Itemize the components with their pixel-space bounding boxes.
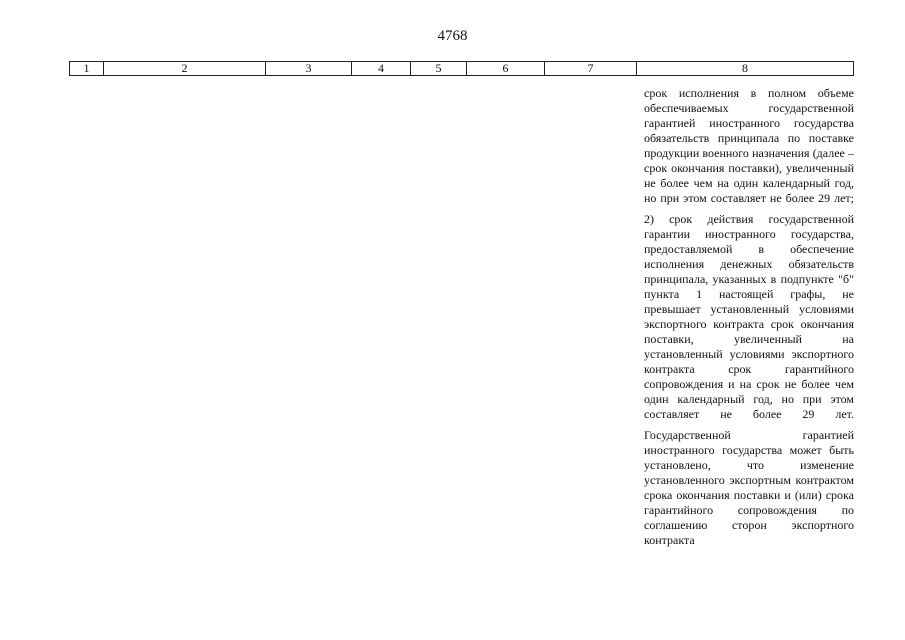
column-header-3: 3 [266, 62, 352, 75]
text-line: срок окончания поставки, [644, 317, 854, 346]
text-line: обеспечиваемых государственной [644, 101, 854, 115]
paragraph-3 [644, 428, 854, 548]
text-line: сопровождения по соглашению [644, 503, 854, 532]
column-8-text [644, 86, 854, 554]
text-line: быть установлено, что изменение [644, 443, 855, 472]
column-header-2: 2 [104, 62, 266, 75]
text-line: обязательств принципала по поставке [644, 131, 854, 145]
column-header-1: 1 [70, 62, 104, 75]
column-header-6: 6 [467, 62, 545, 75]
text-line: продукции военного назначения [644, 146, 810, 160]
column-header-7: 7 [545, 62, 637, 75]
text-line: "б" пункта 1 настоящей графы, не [644, 272, 854, 301]
text-line: календарный год, но при этом [677, 392, 854, 406]
text-line: иностранного государства может [644, 443, 822, 457]
text-line: срок гарантийного сопровождения и [644, 362, 854, 391]
text-line: гарантией иностранного государства [644, 116, 854, 130]
text-line: 2) срок действия государственной [644, 212, 854, 226]
text-line: срок исполнения в полном объеме [644, 86, 854, 100]
text-line: исполнения денежных обязательств [644, 257, 854, 271]
page-number: 4768 [437, 28, 468, 44]
text-line: принципала, указанных в подпункте [644, 272, 834, 286]
paragraph-2 [644, 212, 854, 422]
text-line: календарный год, но при этом [644, 176, 854, 205]
text-line: сторон экспортного контракта [644, 518, 854, 547]
text-line: поставки и (или) срока гарантийного [644, 488, 855, 517]
column-header-4: 4 [352, 62, 411, 75]
text-line: составляет не более 29 лет. [644, 407, 854, 421]
text-line: условиями экспортного контракта [644, 347, 854, 376]
text-line: превышает установленный [644, 302, 790, 316]
table-column-header-row [69, 61, 854, 76]
text-line: увеличенный на установленный [644, 332, 854, 361]
text-line: составляет не более 29 лет; [710, 191, 854, 205]
text-line: установленного экспортным [644, 473, 791, 487]
text-line: (далее – срок окончания поставки), [644, 146, 854, 175]
text-line: условиями экспортного контракта [644, 302, 855, 331]
text-line: Государственной гарантией [644, 428, 854, 442]
column-header-5: 5 [411, 62, 467, 75]
text-line: на срок не более чем один [644, 377, 855, 406]
text-line: предоставляемой в обеспечение [644, 242, 854, 256]
text-line: увеличенный не более чем на один [644, 161, 854, 190]
paragraph-1 [644, 86, 854, 206]
text-line: гарантии иностранного государства, [644, 227, 854, 241]
text-line: контрактом срока окончания [644, 473, 854, 502]
column-header-8: 8 [742, 61, 748, 75]
